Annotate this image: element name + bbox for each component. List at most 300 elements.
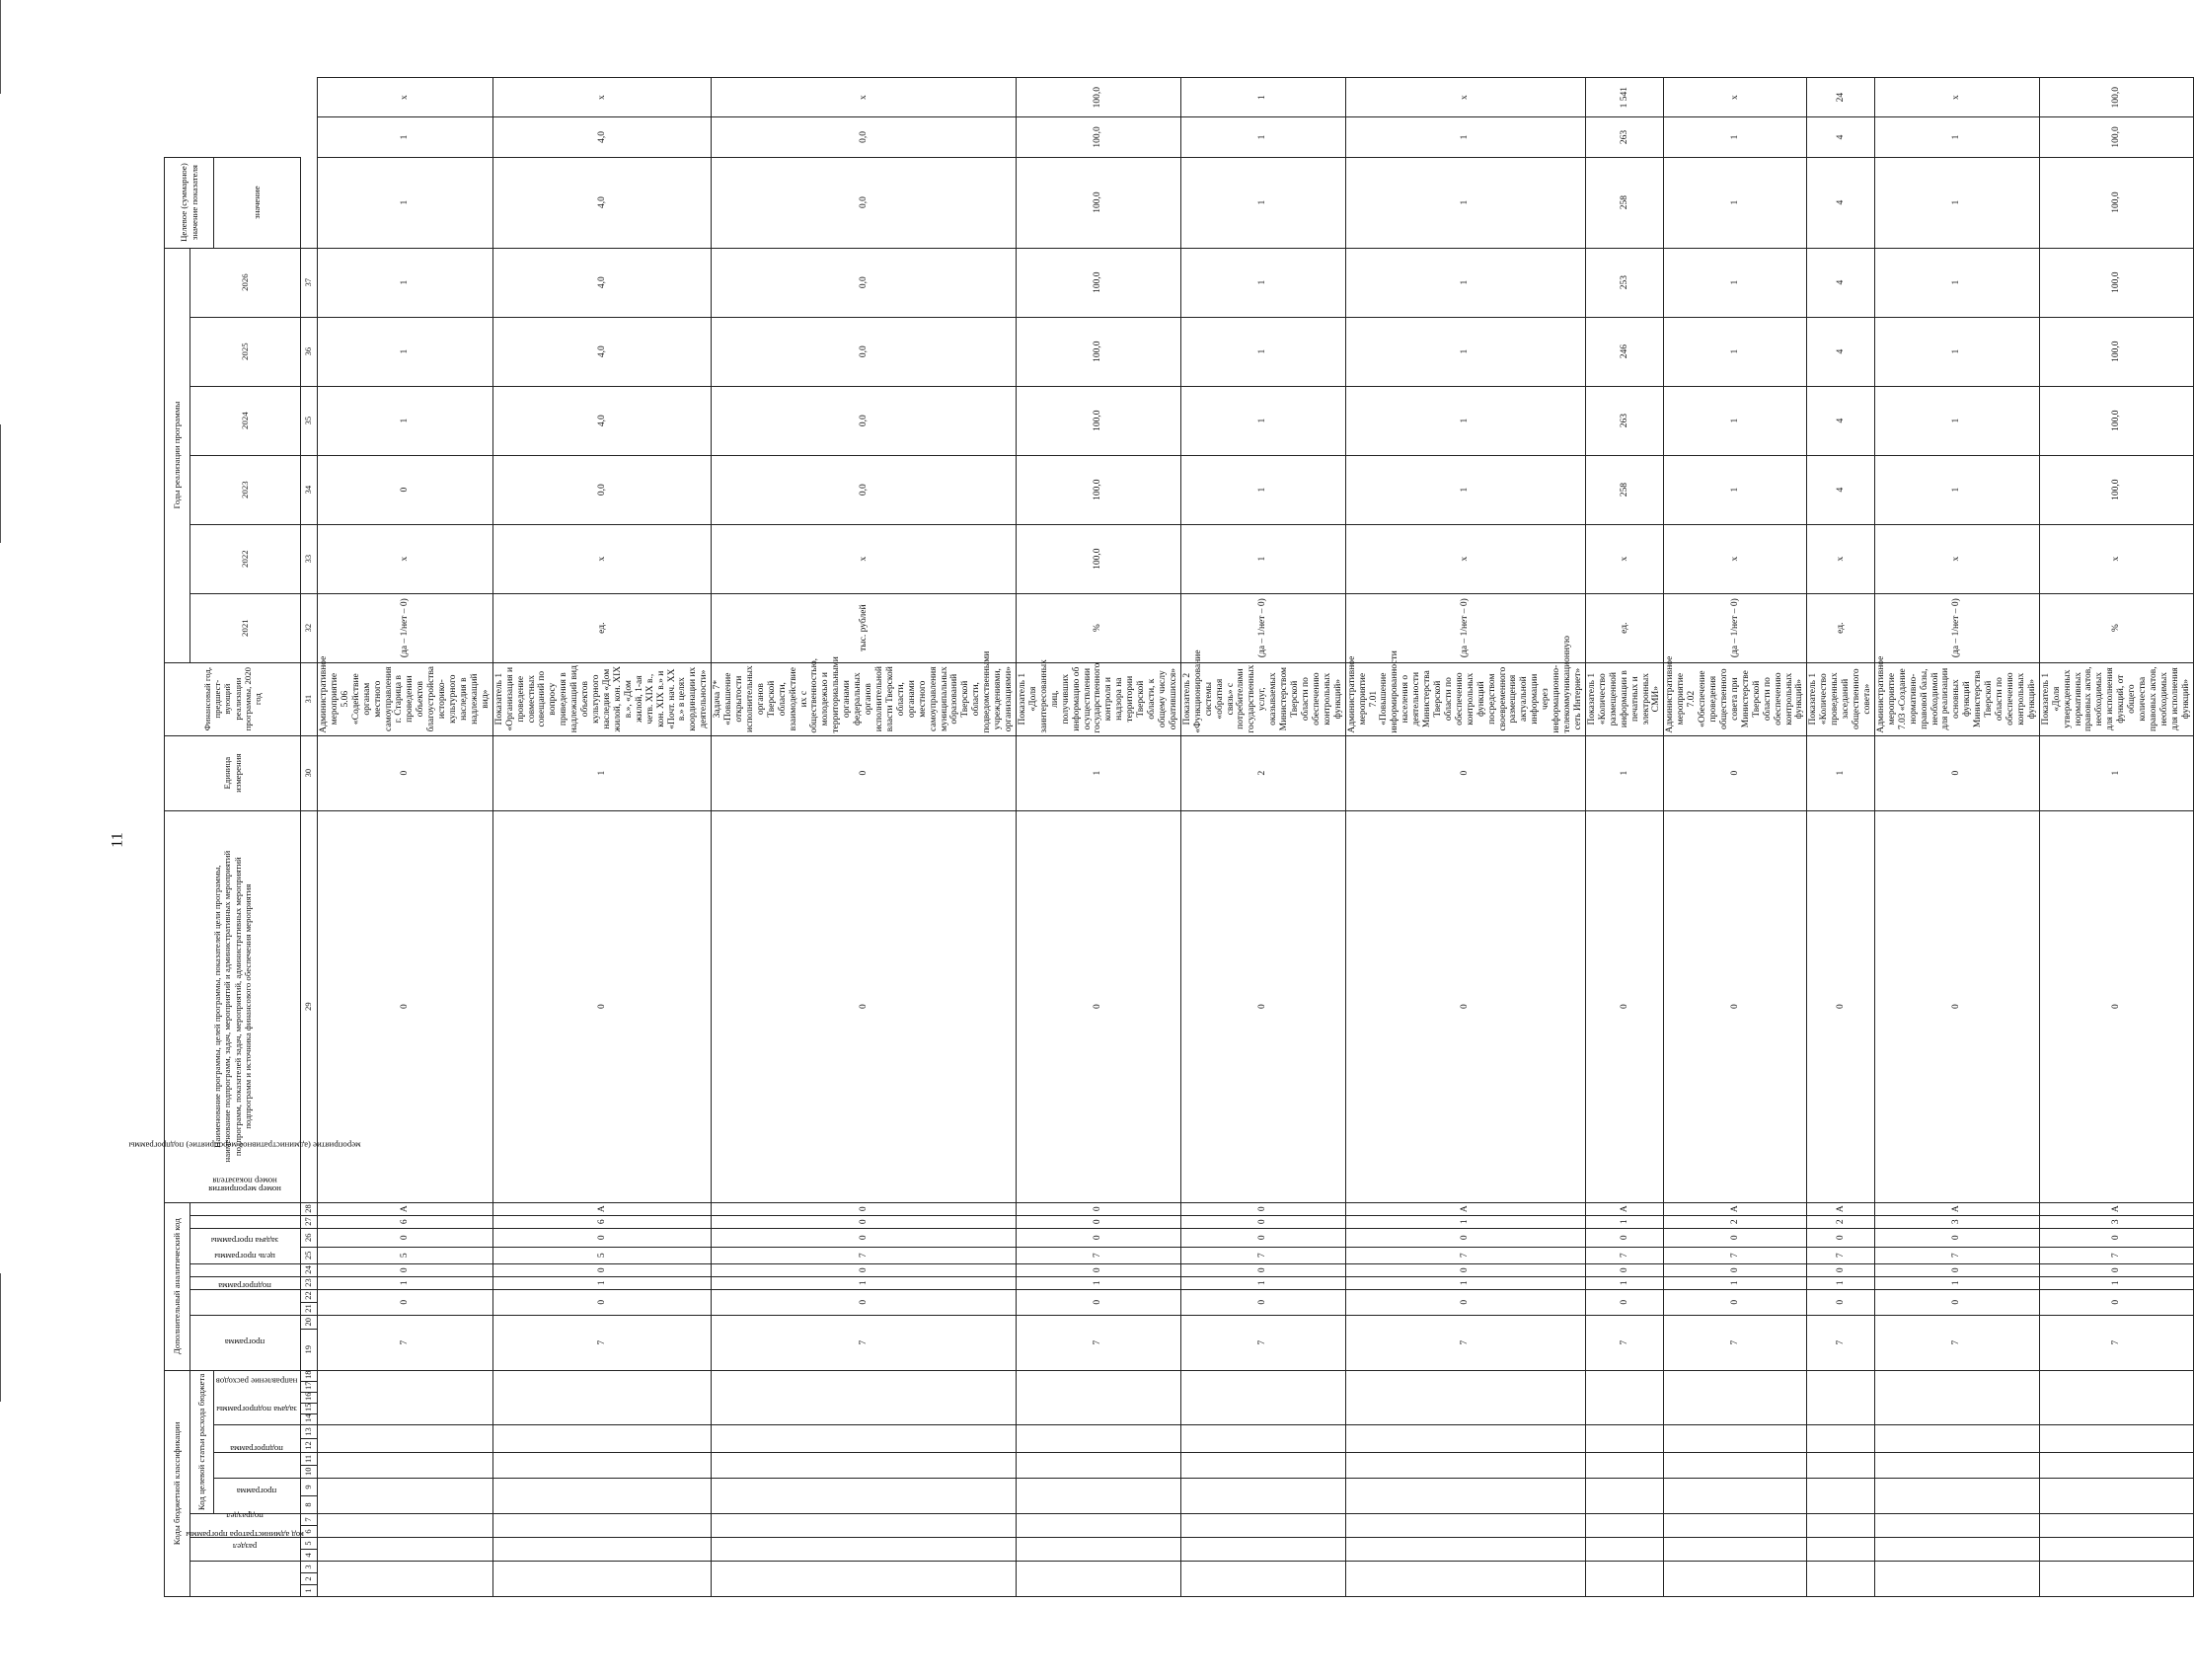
row-target-value: х bbox=[1874, 78, 2039, 117]
subsection-cell bbox=[1874, 1514, 2039, 1538]
row-target-value: 100,0 bbox=[1017, 78, 1181, 117]
page-number: 11 bbox=[109, 832, 126, 848]
row-year-value-2023: 100,0 bbox=[2039, 317, 2193, 386]
row-year-value-2024: 1 bbox=[1345, 248, 1585, 317]
expense-direction-cell bbox=[1874, 1370, 2039, 1424]
code-measure-no: 0 bbox=[1345, 810, 1585, 1202]
row-unit: ед. bbox=[492, 593, 711, 662]
program-code-cell bbox=[1807, 1479, 1875, 1514]
column-number: 13 bbox=[301, 1425, 318, 1439]
row-year-value-2021: 0,0 bbox=[492, 455, 711, 524]
admin-code-cell bbox=[492, 1562, 711, 1597]
code-measure-type: А bbox=[1585, 1202, 1663, 1215]
code-program: 7 bbox=[712, 1315, 1017, 1370]
margin-mark bbox=[0, 424, 1, 543]
row-year-value-2021: 100,0 bbox=[1017, 455, 1181, 524]
row-year-value-2023: 1 bbox=[1180, 317, 1345, 386]
row-name: Показатель 1 «Количество размещенной информации в печатных и электронных СМИ» bbox=[1585, 662, 1663, 735]
code-measure-c: 0 bbox=[1017, 1215, 1181, 1228]
code-subprogram: 0 bbox=[1664, 1289, 1807, 1315]
subprogram-code-cell bbox=[2039, 1453, 2193, 1479]
a-measure-header: мероприятие (административное мероприятие) подпрограммы bbox=[190, 1228, 301, 1263]
admin-code-cell bbox=[1345, 1562, 1585, 1597]
row-year-value-2025: 0,0 bbox=[712, 157, 1017, 248]
column-number: 34 bbox=[301, 455, 318, 524]
row-year-value-2022: 100,0 bbox=[2039, 386, 2193, 455]
row-year-value-2026: 100,0 bbox=[1017, 117, 1181, 157]
code-measure-b: 0 bbox=[1017, 1228, 1181, 1247]
row-name: Показатель 1 «Организация и проведение совместных совещаний по вопросу приведения в надлежащий вид объектов культурного наследия «Дом жилой, кон. XIX в.», «Дом жилой, 1-ая четв. XIX в., кон. XIX в.» и «Почт. нач. XX в.» в целях координации их деятельности» bbox=[492, 662, 711, 735]
section-header: раздел bbox=[190, 1538, 301, 1562]
subsection-cell bbox=[492, 1514, 711, 1538]
column-number: 37 bbox=[301, 248, 318, 317]
subprogram-code-cell bbox=[1874, 1453, 2039, 1479]
code-measure-type: А bbox=[1874, 1202, 2039, 1215]
subsection-cell bbox=[1807, 1514, 1875, 1538]
row-year-value-2026: 1 bbox=[318, 117, 493, 157]
code-indicator-no: 0 bbox=[712, 735, 1017, 810]
row-year-value-2025: 1 bbox=[1664, 157, 1807, 248]
row-year-value-2022: 1 bbox=[1180, 386, 1345, 455]
code-indicator-no: 0 bbox=[1345, 735, 1585, 810]
subprogram-code-cell bbox=[1180, 1453, 1345, 1479]
subsection-cell bbox=[1180, 1514, 1345, 1538]
code-goal: 1 bbox=[1180, 1276, 1345, 1289]
year-2025-header: 2025 bbox=[190, 317, 301, 386]
expense-direction-cell bbox=[1664, 1370, 1807, 1424]
admin-code-cell bbox=[318, 1562, 493, 1597]
column-number: 7 bbox=[301, 1514, 318, 1526]
section-cell bbox=[1874, 1538, 2039, 1562]
code-program: 7 bbox=[1345, 1315, 1585, 1370]
program-code-cell bbox=[712, 1479, 1017, 1514]
table-row bbox=[1874, 78, 2039, 1597]
row-year-value-2023: 4,0 bbox=[492, 317, 711, 386]
code-measure-a: 7 bbox=[1664, 1247, 1807, 1263]
code-measure-type: 0 bbox=[1180, 1202, 1345, 1215]
column-number: 17 bbox=[301, 1382, 318, 1393]
row-name: Административное мероприятие 7.02 «Обеспечение проведения общественного совета при Министерстве Тверской области по обеспечению контрольных функций» bbox=[1664, 662, 1807, 735]
subprogram-code-cell bbox=[1017, 1453, 1181, 1479]
code-task: 0 bbox=[492, 1263, 711, 1276]
year-2021-header: 2021 bbox=[190, 593, 301, 662]
margin-mark bbox=[0, 0, 1, 94]
code-task: 0 bbox=[2039, 1263, 2193, 1276]
code-task: 0 bbox=[1345, 1263, 1585, 1276]
code-subprogram: 0 bbox=[1807, 1289, 1875, 1315]
a-measure-no-header: номер мероприятия bbox=[190, 1215, 301, 1228]
code-measure-no: 0 bbox=[1585, 810, 1663, 1202]
task-code-cell bbox=[1874, 1425, 2039, 1453]
code-measure-a: 7 bbox=[712, 1247, 1017, 1263]
subprogram-header: подпрограмма bbox=[214, 1453, 301, 1479]
section-cell bbox=[1345, 1538, 1585, 1562]
code-indicator-no: 0 bbox=[1874, 735, 2039, 810]
row-year-value-2026: 1 bbox=[1180, 117, 1345, 157]
row-year-value-2021: 4 bbox=[1807, 455, 1875, 524]
subprogram-code-cell bbox=[712, 1453, 1017, 1479]
row-year-value-2025: 258 bbox=[1585, 157, 1663, 248]
program-code-cell bbox=[1664, 1479, 1807, 1514]
table-row bbox=[492, 78, 711, 1597]
code-program: 7 bbox=[318, 1315, 493, 1370]
code-subprogram: 0 bbox=[1017, 1289, 1181, 1315]
row-name: Показатель 1 «Доля заинтересованных лиц, получивших информацию об осуществлении государственного контроля и надзора на территории Тверской области, к общему числу обратившихся» bbox=[1017, 662, 1181, 735]
row-fin-year-value: х bbox=[1807, 524, 1875, 593]
subsection-cell bbox=[318, 1514, 493, 1538]
row-fin-year-value: 100,0 bbox=[1017, 524, 1181, 593]
code-measure-c: 1 bbox=[1345, 1215, 1585, 1228]
code-measure-b: 0 bbox=[712, 1228, 1017, 1247]
expense-direction-cell bbox=[712, 1370, 1017, 1424]
program-code-cell bbox=[1180, 1479, 1345, 1514]
subprogram-code-cell bbox=[1664, 1453, 1807, 1479]
target-header: Целевое (суммарное) значение показателя bbox=[165, 157, 214, 248]
row-year-value-2026: 1 bbox=[1664, 117, 1807, 157]
column-number: 29 bbox=[301, 810, 318, 1202]
column-number: 35 bbox=[301, 386, 318, 455]
margin-mark bbox=[0, 1273, 1, 1402]
subprogram-code-cell bbox=[1807, 1453, 1875, 1479]
code-measure-a: 7 bbox=[1874, 1247, 2039, 1263]
code-goal: 1 bbox=[2039, 1276, 2193, 1289]
row-fin-year-value: 1 bbox=[1180, 524, 1345, 593]
column-number: 30 bbox=[301, 735, 318, 810]
row-year-value-2025: 1 bbox=[1180, 157, 1345, 248]
code-subprogram: 0 bbox=[492, 1289, 711, 1315]
code-program: 7 bbox=[1585, 1315, 1663, 1370]
code-measure-no: 0 bbox=[2039, 810, 2193, 1202]
column-number: 28 bbox=[301, 1202, 318, 1215]
code-subprogram: 0 bbox=[1180, 1289, 1345, 1315]
row-year-value-2021: 0,0 bbox=[712, 455, 1017, 524]
code-measure-a: 7 bbox=[1180, 1247, 1345, 1263]
row-year-value-2024: 4 bbox=[1807, 248, 1875, 317]
column-number: 4 bbox=[301, 1550, 318, 1562]
row-year-value-2022: 4 bbox=[1807, 386, 1875, 455]
table-row bbox=[712, 78, 1017, 1597]
section-cell bbox=[318, 1538, 493, 1562]
expense-direction-cell bbox=[492, 1370, 711, 1424]
code-measure-no: 0 bbox=[712, 810, 1017, 1202]
code-program: 7 bbox=[1664, 1315, 1807, 1370]
document-table-wrapper bbox=[128, 77, 2191, 1597]
code-program: 7 bbox=[492, 1315, 711, 1370]
row-target-value: 1 bbox=[1180, 78, 1345, 117]
program-code-cell bbox=[1585, 1479, 1663, 1514]
column-number: 32 bbox=[301, 593, 318, 662]
column-number: 3 bbox=[301, 1562, 318, 1573]
column-number: 26 bbox=[301, 1228, 318, 1247]
row-unit: % bbox=[2039, 593, 2193, 662]
code-indicator-no: 0 bbox=[318, 735, 493, 810]
code-program: 7 bbox=[1180, 1315, 1345, 1370]
a-subprogram-header: подпрограмма bbox=[190, 1289, 301, 1315]
row-year-value-2023: 246 bbox=[1585, 317, 1663, 386]
code-measure-b: 0 bbox=[1664, 1228, 1807, 1247]
a-indicator-no-header: номер показателя bbox=[190, 1202, 301, 1215]
admin-code-cell bbox=[1807, 1562, 1875, 1597]
code-measure-c: 0 bbox=[1180, 1215, 1345, 1228]
row-target-value: 100,0 bbox=[2039, 78, 2193, 117]
code-measure-type: 0 bbox=[1017, 1202, 1181, 1215]
section-cell bbox=[2039, 1538, 2193, 1562]
row-name: Административное мероприятие 5.06 «Содействие органам местного самоуправления г. Старица в проведении объектов благоустройства историко-культурного наследия в надлежащий вид» bbox=[318, 662, 493, 735]
code-measure-a: 5 bbox=[492, 1247, 711, 1263]
row-unit: (да – 1/нет – 0) bbox=[1345, 593, 1585, 662]
task-code-cell bbox=[712, 1425, 1017, 1453]
row-fin-year-value: х bbox=[1345, 524, 1585, 593]
row-year-value-2024: 1 bbox=[318, 248, 493, 317]
row-year-value-2026: 0,0 bbox=[712, 117, 1017, 157]
code-task: 0 bbox=[1874, 1263, 2039, 1276]
program-code-cell bbox=[1874, 1479, 2039, 1514]
expense-direction-cell bbox=[1017, 1370, 1181, 1424]
row-name: Показатель 2 «Функционирование системы «обратная связь» с потребителями государственных услуг, оказываемых Министерством Тверской области по обеспечению контрольных функций» bbox=[1180, 662, 1345, 735]
code-measure-a: 7 bbox=[1807, 1247, 1875, 1263]
code-indicator-no: 2 bbox=[1180, 735, 1345, 810]
code-measure-type: А bbox=[2039, 1202, 2193, 1215]
row-fin-year-value: х bbox=[712, 524, 1017, 593]
code-measure-type: А bbox=[492, 1202, 711, 1215]
row-year-value-2023: 0,0 bbox=[712, 317, 1017, 386]
row-year-value-2025: 100,0 bbox=[1017, 157, 1181, 248]
task-code-cell bbox=[1017, 1425, 1181, 1453]
row-year-value-2022: 1 bbox=[1874, 386, 2039, 455]
table-row bbox=[1807, 78, 1875, 1597]
column-number: 9 bbox=[301, 1479, 318, 1496]
column-number: 36 bbox=[301, 317, 318, 386]
code-program: 7 bbox=[1017, 1315, 1181, 1370]
row-target-value: 1 541 bbox=[1585, 78, 1663, 117]
task-code-cell bbox=[1585, 1425, 1663, 1453]
code-measure-b: 0 bbox=[2039, 1228, 2193, 1247]
column-number: 2 bbox=[301, 1573, 318, 1585]
code-goal: 1 bbox=[1345, 1276, 1585, 1289]
code-task: 0 bbox=[1585, 1263, 1663, 1276]
row-fin-year-value: х bbox=[492, 524, 711, 593]
code-measure-c: 6 bbox=[492, 1215, 711, 1228]
row-fin-year-value: х bbox=[1585, 524, 1663, 593]
row-unit: (да – 1/нет – 0) bbox=[1664, 593, 1807, 662]
year-2026-header: 2026 bbox=[190, 248, 301, 317]
column-number: 25 bbox=[301, 1247, 318, 1263]
column-number: 11 bbox=[301, 1453, 318, 1466]
row-year-value-2024: 100,0 bbox=[2039, 248, 2193, 317]
column-number: 6 bbox=[301, 1526, 318, 1538]
subsection-cell bbox=[1664, 1514, 1807, 1538]
row-year-value-2024: 100,0 bbox=[1017, 248, 1181, 317]
years-group-header: Годы реализации программы bbox=[165, 248, 190, 662]
row-year-value-2022: 100,0 bbox=[1017, 386, 1181, 455]
code-task: 0 bbox=[1017, 1263, 1181, 1276]
code-measure-c: 2 bbox=[1664, 1215, 1807, 1228]
code-measure-c: 6 bbox=[318, 1215, 493, 1228]
row-name: Задача 7* «Повышение открытости исполнительных органов Тверской области, взаимодействие их с общественностью, молодежью и территориальными органами федеральных органов исполнительной власти Тверской области, органами местного самоуправления муниципальных образований Тверской области, подведомственными учреждениями, организациями» bbox=[712, 662, 1017, 735]
admin-code-header: код администратора программы bbox=[190, 1562, 301, 1597]
section-cell bbox=[1664, 1538, 1807, 1562]
code-goal: 1 bbox=[712, 1276, 1017, 1289]
row-year-value-2024: 1 bbox=[1180, 248, 1345, 317]
code-indicator-no: 1 bbox=[492, 735, 711, 810]
row-year-value-2023: 100,0 bbox=[1017, 317, 1181, 386]
program-code-cell bbox=[1017, 1479, 1181, 1514]
a-task-header: задача программы bbox=[190, 1263, 301, 1276]
fin-year-header: Финансовый год, предшест-вующий реализации программы, 2020 год bbox=[165, 662, 301, 735]
code-measure-b: 0 bbox=[1807, 1228, 1875, 1247]
code-measure-a: 7 bbox=[1585, 1247, 1663, 1263]
row-year-value-2025: 4 bbox=[1807, 157, 1875, 248]
row-target-value: х bbox=[318, 78, 493, 117]
program-code-cell bbox=[2039, 1479, 2193, 1514]
subsection-header: подраздел bbox=[190, 1514, 301, 1538]
row-year-value-2023: 4 bbox=[1807, 317, 1875, 386]
row-fin-year-value: х bbox=[1874, 524, 2039, 593]
row-year-value-2023: 1 bbox=[1664, 317, 1807, 386]
code-measure-type: А bbox=[1345, 1202, 1585, 1215]
expense-direction-cell bbox=[318, 1370, 493, 1424]
column-number: 20 bbox=[301, 1315, 318, 1329]
row-year-value-2021: 1 bbox=[1180, 455, 1345, 524]
a-program-header: программа bbox=[190, 1315, 301, 1370]
subprogram-code-cell bbox=[492, 1453, 711, 1479]
row-unit: (да – 1/нет – 0) bbox=[318, 593, 493, 662]
row-year-value-2024: 253 bbox=[1585, 248, 1663, 317]
row-year-value-2022: 4,0 bbox=[492, 386, 711, 455]
code-indicator-no: 1 bbox=[2039, 735, 2193, 810]
row-year-value-2022: 1 bbox=[318, 386, 493, 455]
code-goal: 1 bbox=[492, 1276, 711, 1289]
year-2023-header: 2023 bbox=[190, 455, 301, 524]
task-code-cell bbox=[2039, 1425, 2193, 1453]
code-measure-no: 0 bbox=[1807, 810, 1875, 1202]
row-unit: тыс. рублей bbox=[712, 593, 1017, 662]
row-target-value: х bbox=[1664, 78, 1807, 117]
code-program: 7 bbox=[1874, 1315, 2039, 1370]
code-goal: 1 bbox=[1585, 1276, 1663, 1289]
row-year-value-2023: 1 bbox=[1345, 317, 1585, 386]
column-number: 10 bbox=[301, 1466, 318, 1479]
code-indicator-no: 1 bbox=[1017, 735, 1181, 810]
admin-code-cell bbox=[1664, 1562, 1807, 1597]
subprogram-code-cell bbox=[1585, 1453, 1663, 1479]
row-year-value-2021: 1 bbox=[1874, 455, 2039, 524]
target-article-header: Код целевой статьи расхода бюджета bbox=[190, 1370, 214, 1513]
column-number: 24 bbox=[301, 1263, 318, 1276]
code-measure-a: 7 bbox=[2039, 1247, 2193, 1263]
code-goal: 1 bbox=[318, 1276, 493, 1289]
code-measure-b: 0 bbox=[1585, 1228, 1663, 1247]
year-2024-header: 2024 bbox=[190, 386, 301, 455]
code-measure-no: 0 bbox=[1664, 810, 1807, 1202]
row-year-value-2021: 0 bbox=[318, 455, 493, 524]
row-year-value-2022: 1 bbox=[1345, 386, 1585, 455]
code-task: 0 bbox=[1664, 1263, 1807, 1276]
section-cell bbox=[1180, 1538, 1345, 1562]
expense-direction-cell bbox=[1345, 1370, 1585, 1424]
row-year-value-2024: 1 bbox=[1874, 248, 2039, 317]
subsection-cell bbox=[1017, 1514, 1181, 1538]
row-unit: ед. bbox=[1807, 593, 1875, 662]
row-target-value: х bbox=[712, 78, 1017, 117]
row-fin-year-value: х bbox=[2039, 524, 2193, 593]
admin-code-cell bbox=[1017, 1562, 1181, 1597]
code-measure-type: 0 bbox=[712, 1202, 1017, 1215]
code-measure-b: 0 bbox=[492, 1228, 711, 1247]
code-subprogram: 0 bbox=[712, 1289, 1017, 1315]
admin-code-cell bbox=[712, 1562, 1017, 1597]
unit-header: Единица измерения bbox=[165, 735, 301, 810]
column-number: 15 bbox=[301, 1404, 318, 1414]
code-measure-no: 0 bbox=[1017, 810, 1181, 1202]
code-measure-a: 7 bbox=[1017, 1247, 1181, 1263]
table-row bbox=[318, 78, 493, 1597]
row-unit: ед. bbox=[1585, 593, 1663, 662]
row-year-value-2021: 1 bbox=[1664, 455, 1807, 524]
row-year-value-2025: 4,0 bbox=[492, 157, 711, 248]
code-subprogram: 0 bbox=[318, 1289, 493, 1315]
subsection-cell bbox=[1345, 1514, 1585, 1538]
column-number: 31 bbox=[301, 662, 318, 735]
row-unit: % bbox=[1017, 593, 1181, 662]
column-numbers-row bbox=[301, 78, 318, 1597]
program-code-cell bbox=[1345, 1479, 1585, 1514]
code-task: 0 bbox=[318, 1263, 493, 1276]
task-code-cell bbox=[1345, 1425, 1585, 1453]
row-year-value-2026: 100,0 bbox=[2039, 117, 2193, 157]
row-year-value-2025: 1 bbox=[1345, 157, 1585, 248]
column-number: 12 bbox=[301, 1439, 318, 1453]
code-subprogram: 0 bbox=[2039, 1289, 2193, 1315]
table-row bbox=[1017, 78, 1181, 1597]
code-indicator-no: 0 bbox=[1664, 735, 1807, 810]
subsection-cell bbox=[1585, 1514, 1663, 1538]
task-code-cell bbox=[318, 1425, 493, 1453]
column-number: 8 bbox=[301, 1496, 318, 1514]
row-year-value-2024: 1 bbox=[1664, 248, 1807, 317]
row-year-value-2025: 100,0 bbox=[2039, 157, 2193, 248]
row-year-value-2024: 4,0 bbox=[492, 248, 711, 317]
section-cell bbox=[492, 1538, 711, 1562]
table-row bbox=[1664, 78, 1807, 1597]
code-goal: 1 bbox=[1664, 1276, 1807, 1289]
program-header: программа bbox=[214, 1479, 301, 1514]
code-subprogram: 0 bbox=[1345, 1289, 1585, 1315]
subprogram-code-cell bbox=[318, 1453, 493, 1479]
row-year-value-2022: 1 bbox=[1664, 386, 1807, 455]
row-unit: (да – 1/нет – 0) bbox=[1874, 593, 2039, 662]
column-number: 1 bbox=[301, 1585, 318, 1597]
row-name: Показатель 1 «Количество проведенных заседаний общественного совета» bbox=[1807, 662, 1875, 735]
task-code-cell bbox=[1180, 1425, 1345, 1453]
column-number: 21 bbox=[301, 1302, 318, 1315]
code-measure-no: 0 bbox=[492, 810, 711, 1202]
target-value-header: значение bbox=[214, 157, 301, 248]
code-indicator-no: 1 bbox=[1807, 735, 1875, 810]
column-number: 19 bbox=[301, 1329, 318, 1370]
extra-code-header: Дополнительный аналитический код bbox=[165, 1202, 190, 1370]
row-year-value-2023: 1 bbox=[1874, 317, 2039, 386]
expense-direction-header: направление расходов bbox=[214, 1370, 301, 1424]
code-measure-c: 3 bbox=[1874, 1215, 2039, 1228]
column-number: 23 bbox=[301, 1276, 318, 1289]
admin-code-cell bbox=[1585, 1562, 1663, 1597]
row-year-value-2026: 4,0 bbox=[492, 117, 711, 157]
row-name: Административное мероприятие 7.03 «Создание нормативно-правовой базы, необходимой для реализации основных функций Министерства Тверской области по обеспечению контрольных функций» bbox=[1874, 662, 2039, 735]
code-measure-no: 0 bbox=[1874, 810, 2039, 1202]
table-row bbox=[1345, 78, 1585, 1597]
admin-code-cell bbox=[1874, 1562, 2039, 1597]
